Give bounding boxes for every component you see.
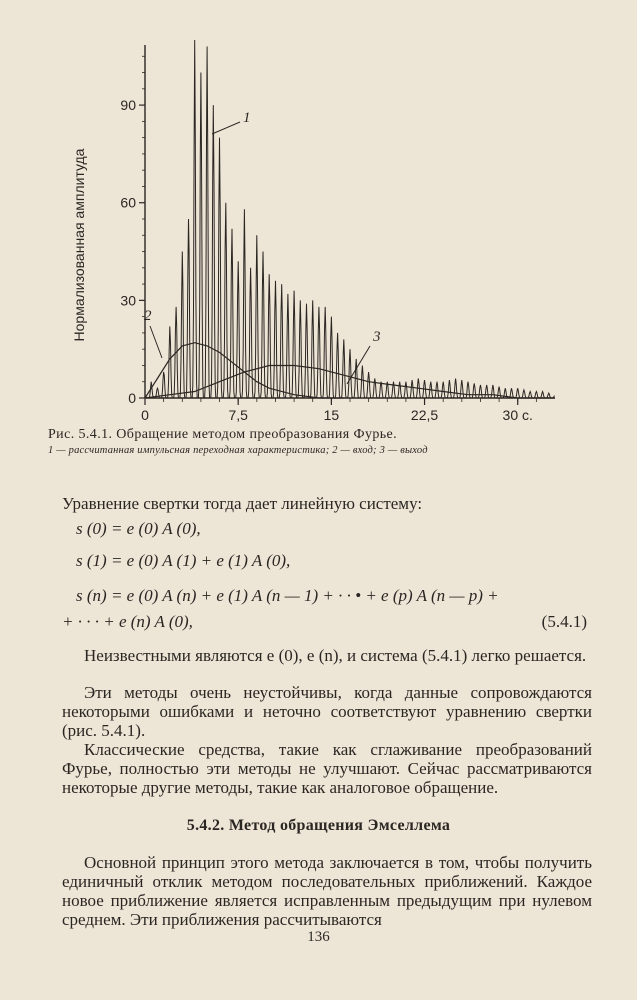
x-tick-label: 30 с. (502, 407, 533, 423)
y-axis-label: Нормализованная амплитуда (71, 148, 87, 342)
y-tick-label: 60 (120, 194, 136, 211)
paragraph-classic: Классические средства, такие как сглаживание преобразований Фурье, полностью эти методы не улучшают. Сейчас рассматриваются некоторые другие методы, такие как аналоговое обращение. (62, 740, 592, 797)
y-tick-label: 90 (120, 97, 136, 114)
page-number: 136 (307, 929, 330, 945)
paragraph-unknowns: Неизвестными являются e (0), e (n), и система (5.4.1) легко решается. (84, 646, 587, 665)
caption-title: Рис. 5.4.1. Обращение методом преобразования Фурье. (48, 427, 398, 442)
curve-label-3: 3 (373, 329, 381, 345)
paragraph-principle: Основной принцип этого метода заключается в том, чтобы получить единичный отклик методом последовательных приближений. Каждое новое приближение является исправленным предыдущим при нулевом среднем. Эти приближения рассчитываются (62, 853, 592, 929)
equation-2: s (1) = e (0) A (1) + e (1) A (0), (76, 551, 291, 570)
caption-legend: 1 — рассчитанная импульсная переходная характеристика; 2 — вход; 3 — выход (48, 445, 428, 456)
section-heading: 5.4.2. Метод обращения Эмселлема (186, 817, 451, 834)
equation-3a: s (n) = e (0) A (n) + e (1) A (n — 1) + · · • + e (p) A (n — p) + (76, 586, 499, 605)
x-tick-label: 0 (141, 407, 149, 423)
x-tick-label: 15 (323, 407, 340, 423)
chart-svg (60, 30, 580, 430)
curve-label-leader (150, 326, 162, 358)
figure (60, 30, 580, 430)
x-tick-label: 7,5 (228, 407, 248, 423)
y-tick-label: 30 (120, 292, 136, 309)
equation-3b: + · · · + e (n) A (0), (62, 612, 193, 631)
curve-label-1: 1 (243, 110, 251, 126)
figure-caption (48, 427, 588, 456)
equation-1: s (0) = e (0) A (0), (76, 519, 201, 538)
y-tick-label: 0 (128, 390, 136, 406)
equation-number: (5.4.1) (541, 612, 587, 631)
x-tick-label: 22,5 (410, 407, 439, 423)
series-1-line (145, 40, 554, 398)
paragraph-unstable: Эти методы очень неустойчивы, когда данные сопровождаются некоторыми ошибками и неточно соответствуют уравнению свертки (рис. 5.4.1). (62, 683, 592, 740)
curve-label-2: 2 (144, 308, 152, 324)
paragraph-intro: Уравнение свертки тогда дает линейную систему: (62, 494, 423, 513)
curve-label-leader (212, 122, 240, 134)
